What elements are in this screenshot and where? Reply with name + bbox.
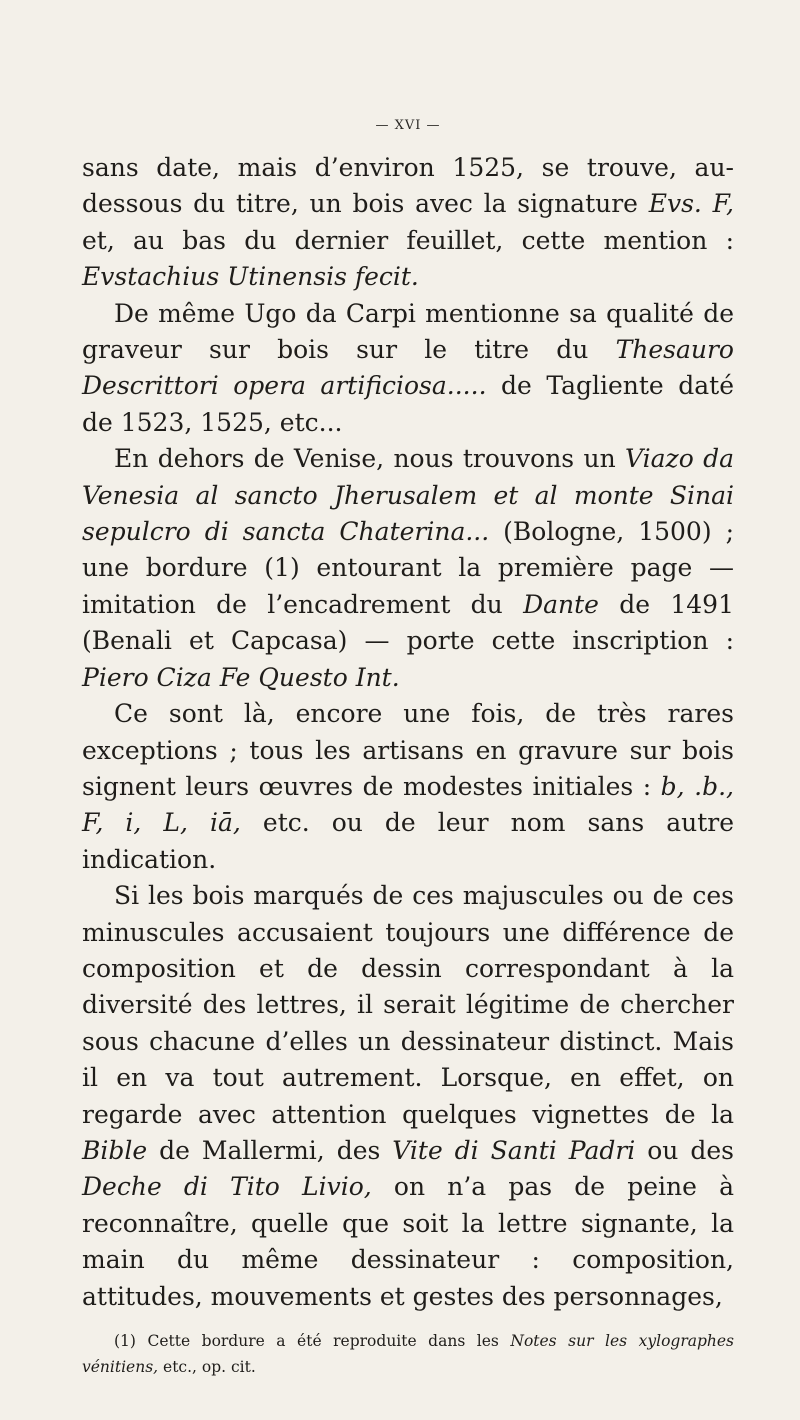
text-run: (Bologne, 1500) ; une bordure (1) entourant la première page — imitation de l’encadrement du bbox=[82, 517, 734, 619]
italic-text: Piero Ciza Fe Questo Int. bbox=[82, 662, 400, 692]
text-run: et, au bas du dernier feuillet, cette mention : bbox=[82, 225, 734, 255]
italic-text: Thesauro Descrittori opera artificiosa..... bbox=[82, 335, 734, 401]
text-run: sans date, mais d’environ 1525, se trouve, au-dessous du titre, un bois avec la signature bbox=[82, 153, 734, 219]
text-run: on n’a pas de peine à reconnaître, quelle que soit la lettre signante, la main du même dessinateur : composition, attitudes, mouvements et gestes des personnages, bbox=[82, 1172, 734, 1311]
footnote bbox=[82, 1328, 734, 1380]
text-run: ou des bbox=[635, 1135, 734, 1165]
text-run: de Tagliente daté de 1523, 1525, etc... bbox=[82, 371, 734, 437]
text-run: etc., op. cit. bbox=[158, 1358, 256, 1376]
book-page bbox=[82, 0, 734, 1420]
italic-text: Notes sur les xylographes vénitiens, bbox=[82, 1332, 735, 1376]
main-text bbox=[82, 150, 734, 1315]
italic-text: Vite di Santi Padri bbox=[392, 1135, 636, 1165]
text-run: de 1491 (Benali et Capcasa) — porte cette inscription : bbox=[82, 589, 734, 656]
italic-text: Dante bbox=[523, 589, 599, 619]
italic-text: Viazo da Venesia al sancto Jherusalem et al monte Sinai sepulcro di sancta Chaterina... bbox=[82, 444, 734, 547]
text-run: etc. ou de leur nom sans autre indication. bbox=[82, 808, 735, 874]
italic-text: b, .b., F, i, L, iā, bbox=[82, 771, 734, 838]
italic-text: Evstachius Utinensis fecit. bbox=[82, 262, 419, 292]
paragraph bbox=[82, 441, 734, 696]
text-run: Ce sont là, encore une fois, de très rares exceptions ; tous les artisans en gravure sur bois signent leurs œuvres de modestes initiales : bbox=[82, 699, 734, 801]
text-run: Si les bois marqués de ces majuscules ou de ces minuscules accusaient toujours une différence de composition et de dessin correspondant à la diversité des lettres, il serait légitime de chercher sous chacune d’elles un dessinateur distinct. Mais il en va tout autrement. Lorsque, en effet, on regarde avec attention quelques vignettes de la bbox=[82, 881, 734, 1129]
text-run: de Mallermi, des bbox=[147, 1135, 393, 1165]
text-run: En dehors de Venise, nous trouvons un bbox=[114, 444, 626, 474]
text-run: De même Ugo da Carpi mentionne sa qualité de graveur sur bois sur le titre du bbox=[82, 298, 734, 365]
paragraph bbox=[82, 150, 734, 296]
text-run: (1) Cette bordure a été reproduite dans les bbox=[114, 1332, 511, 1350]
paragraph bbox=[82, 878, 734, 1315]
paragraph bbox=[82, 296, 734, 442]
page-number: — XVI — bbox=[375, 118, 441, 133]
italic-text: Evs. F, bbox=[648, 189, 734, 219]
paragraph bbox=[82, 696, 734, 878]
italic-text: Deche di Tito Livio, bbox=[82, 1172, 372, 1202]
italic-text: Bible bbox=[82, 1135, 148, 1165]
